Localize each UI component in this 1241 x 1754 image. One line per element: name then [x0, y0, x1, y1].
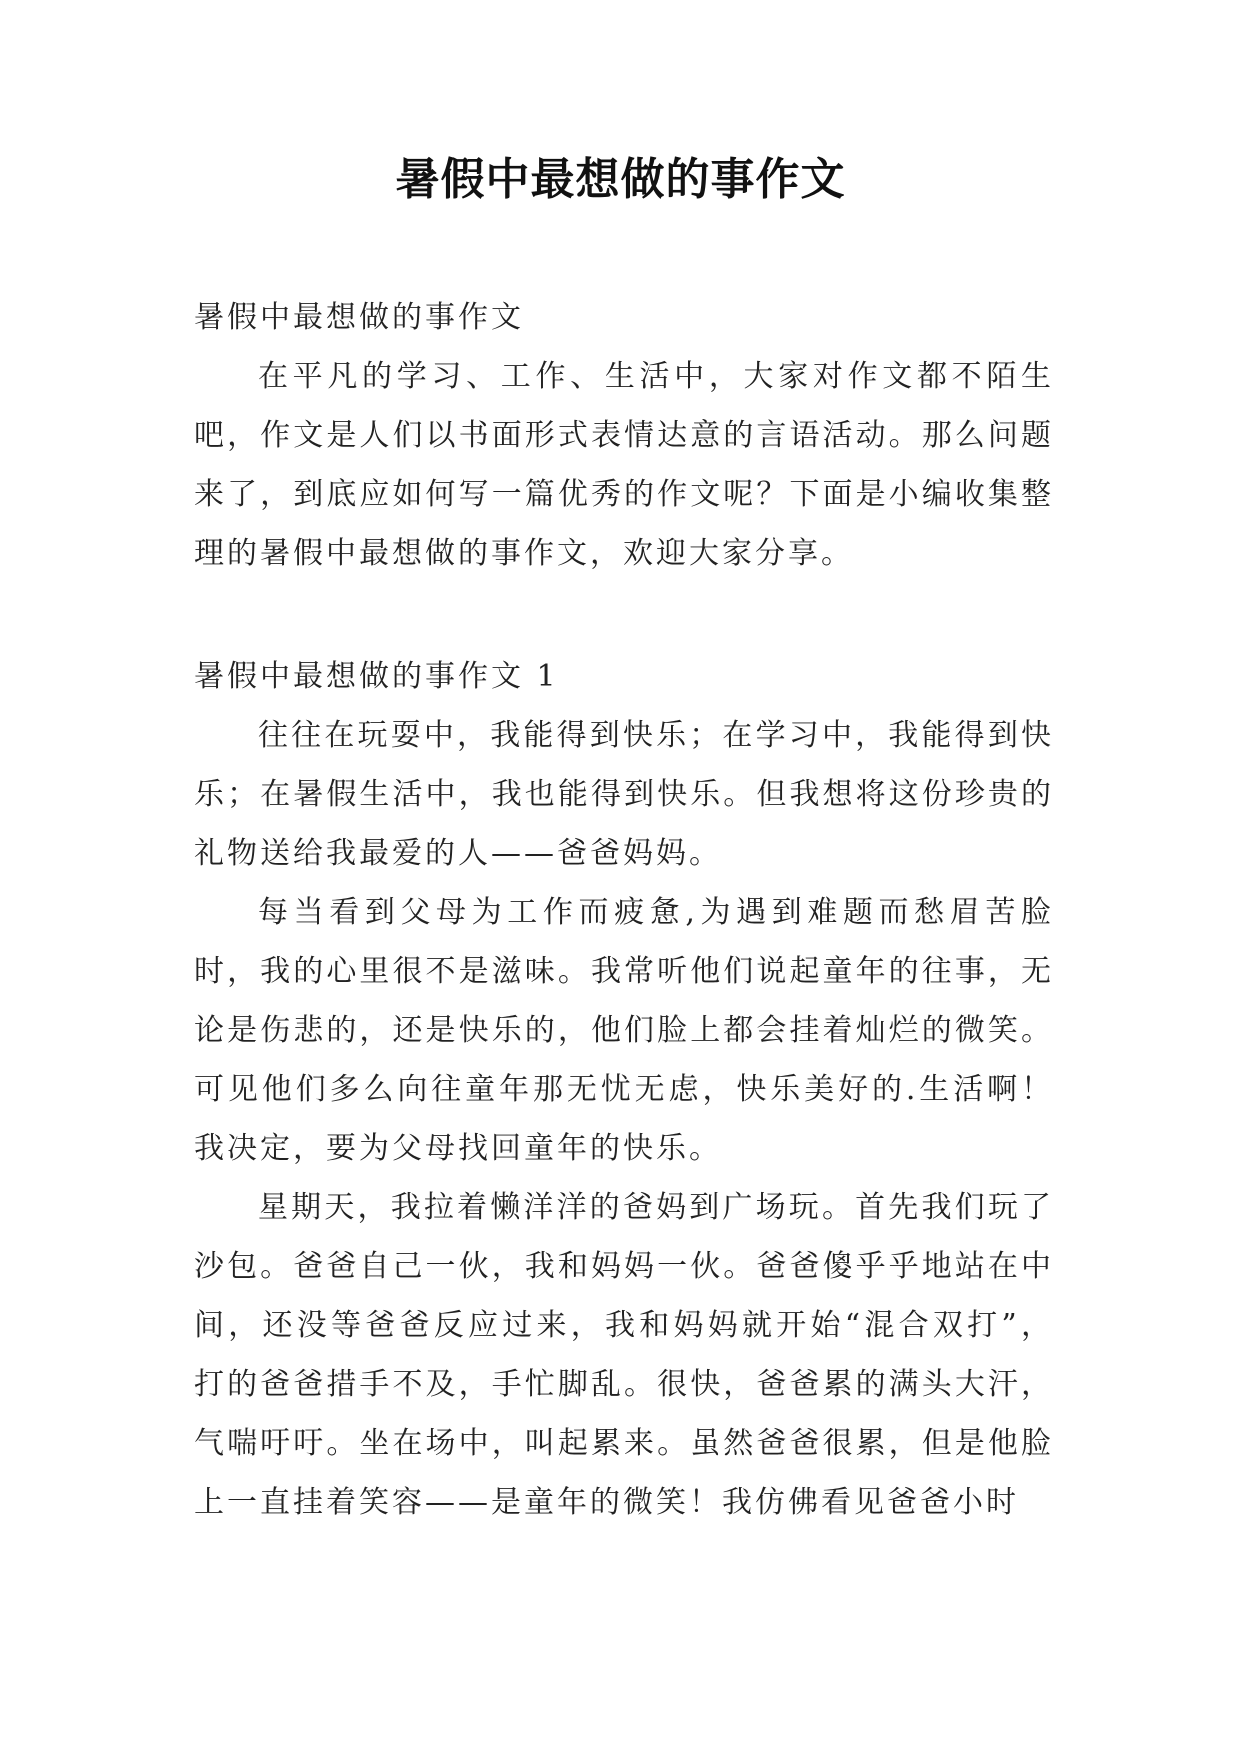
intro-paragraph: 在平凡的学习、工作、生活中，大家对作文都不陌生吧，作文是人们以书面形式表情达意的言语活动。那么问题来了，到底应如何写一篇优秀的作文呢？下面是小编收集整理的暑假中最想做的事作文，欢迎大家分享。	[194, 359, 1054, 571]
section-heading: 暑假中最想做的事作文 1	[194, 659, 559, 694]
body-paragraph: 往往在玩耍中，我能得到快乐；在学习中，我能得到快乐；在暑假生活中，我也能得到快乐。但我想将这份珍贵的礼物送给我最爱的人——爸爸妈妈。	[194, 718, 1054, 871]
document-title: 暑假中最想做的事作文	[395, 154, 846, 205]
document-subtitle: 暑假中最想做的事作文	[194, 300, 524, 335]
document-body	[194, 288, 1054, 1532]
body-paragraph: 星期天，我拉着懒洋洋的爸妈到广场玩。首先我们玩了沙包。爸爸自己一伙，我和妈妈一伙。爸爸傻乎乎地站在中间，还没等爸爸反应过来，我和妈妈就开始“混合双打”，打的爸爸措手不及，手忙脚乱。很快，爸爸累的满头大汗，气喘吁吁。坐在场中，叫起累来。虽然爸爸很累，但是他脸上一直挂着笑容——是童年的微笑！我仿佛看见爸爸小时	[194, 1190, 1054, 1520]
body-paragraph: 每当看到父母为工作而疲惫,为遇到难题而愁眉苦脸时，我的心里很不是滋味。我常听他们说起童年的往事，无论是伤悲的，还是快乐的，他们脸上都会挂着灿烂的微笑。可见他们多么向往童年那无忧无虑，快乐美好的.生活啊！我决定，要为父母找回童年的快乐。	[194, 895, 1054, 1166]
